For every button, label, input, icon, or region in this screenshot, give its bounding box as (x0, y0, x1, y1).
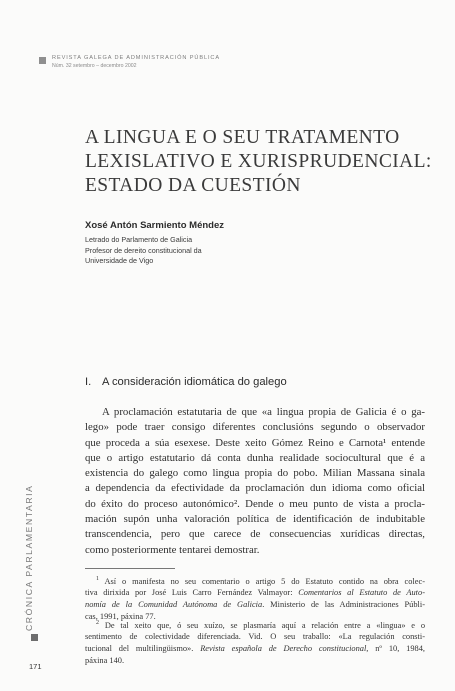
title-line: ESTADO DA CUESTIÓN (85, 175, 301, 196)
body-line: como posteriormente tentarei demostrar. (85, 543, 260, 556)
author-name: Xosé Antón Sarmiento Méndez (85, 220, 224, 231)
cited-title: nomía de la Comunidad Autónoma de Galicia (85, 599, 263, 609)
body-line: mación supón unha valoración política de identificación de indubitable (85, 513, 425, 526)
section-title: A consideración idiomática do galego (102, 376, 287, 388)
footnote-line: páxina 140. (85, 655, 125, 665)
footnote-line (85, 574, 425, 587)
author-block (85, 220, 224, 267)
footnote-marker: 1 (96, 576, 99, 582)
section-heading (85, 376, 287, 388)
author-role: Profesor de dereito constitucional da (85, 245, 202, 255)
issue-info: Núm. 32 setembro – decembro 2002 (52, 63, 137, 69)
footnote-1 (85, 574, 425, 622)
body-line: que o artigo estatutario dá conta dunha realidade sociocultural que é a (85, 451, 425, 464)
body-line: A proclamación estatutaria de que «a lingua propia de Galicia é o ga- (102, 406, 425, 418)
footnote-line: nomía de la Comunidad Autónoma de Galicia. Ministerio de las Administraciones Públi- (85, 599, 425, 609)
footnote-text: Así o manifesta no seu comentario o artigo 5 do Estatuto contido na obra colec- (104, 576, 425, 586)
footnote-line: sentimento de colectividade diferenciada. Vid. O seu traballo: «La regulación consti- (85, 632, 425, 642)
body-line: que proceda a súa esexese. Deste xeito Gómez Reino e Carnota¹ entende (85, 436, 425, 449)
body-line: existencia do galego como lingua propia do pobo. Milian Massana sinala (85, 467, 425, 480)
footnote-text: De tal xeito que, ó seu xuízo, se plasmaría aquí a relación entre a «lingua» e o (104, 620, 426, 630)
article-title (85, 126, 432, 198)
author-role: Universidade de Vigo (85, 256, 154, 265)
page-number: 171 (29, 662, 42, 671)
body-line: a dependencia da efectividade da proclamación dun idioma como oficial (85, 482, 425, 495)
body-line: lego» pode traer consigo diferentes conclusións segundo o observador (85, 421, 425, 434)
title-line: LEXISLATIVO E XURISPRUDENCIAL: (85, 151, 432, 172)
cited-title: Comentarios al Estatuto de Auto- (298, 588, 425, 598)
body-line: transcendencia, pero que carece de consecuencias xurídicas directas, (85, 528, 425, 541)
footnote-marker: 2 (96, 620, 99, 626)
header-square-marker (39, 57, 46, 64)
footnote-divider (85, 568, 175, 569)
footnote-line: cas, 1991, páxina 77. (85, 611, 156, 621)
body-line: do éxito do proceso autonómico². Dende o meu punto de vista a procla- (85, 497, 425, 510)
footnote-2 (85, 618, 425, 666)
title-line: A LINGUA E O SEU TRATAMENTO (85, 127, 400, 148)
author-role: Letrado do Parlamento de Galicia (85, 235, 193, 244)
footnote-line (85, 618, 425, 631)
footnote-line: tucional del multilingüismo». Revista española de Derecho constitucional, nº 10, 1984, (85, 643, 425, 653)
side-square-marker (31, 634, 38, 641)
footnote-line: tiva dirixida por José Luis Carro Fernández Valmayor: Comentarios al Estatuto de Auto- (85, 588, 425, 598)
section-number: I. (85, 376, 92, 388)
body-paragraph (85, 405, 425, 558)
journal-name: REVISTA GALEGA DE ADMINISTRACIÓN PÚBLICA (52, 55, 221, 61)
cited-title: Revista española de Derecho constitucional (200, 643, 367, 653)
side-margin (24, 484, 42, 671)
section-side-label: CRÓNICA PARLAMENTARIA (24, 484, 34, 631)
